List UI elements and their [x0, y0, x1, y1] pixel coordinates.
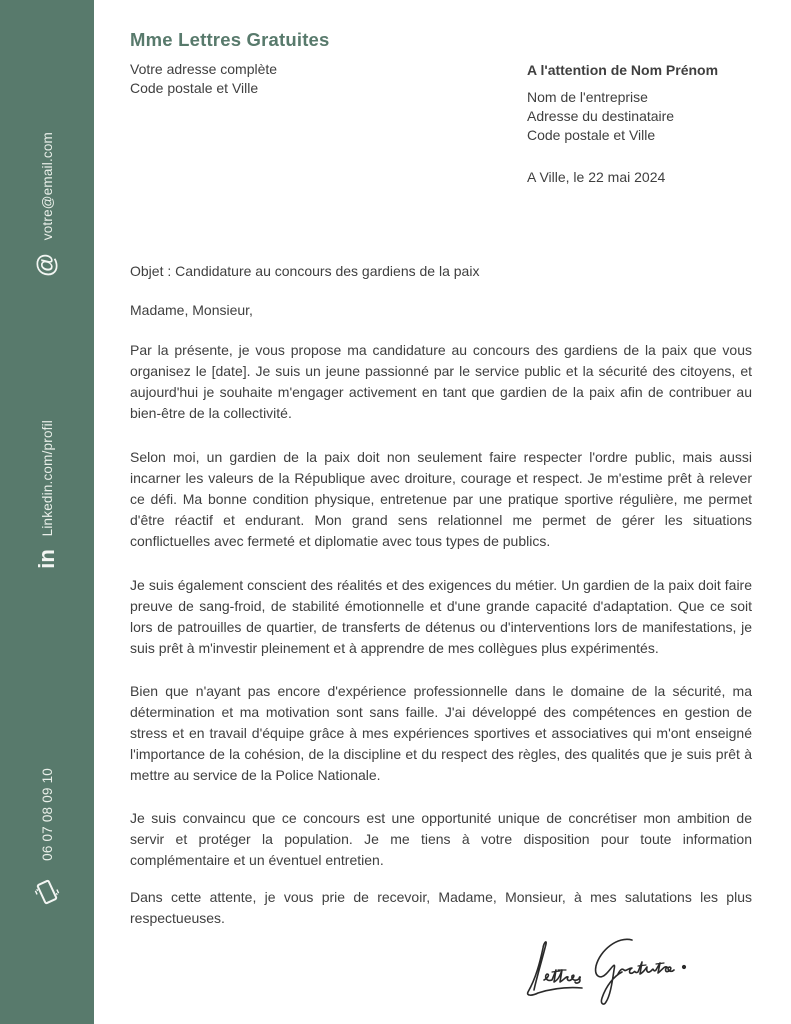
letter-date: A Ville, le 22 mai 2024	[527, 169, 666, 185]
sidebar	[0, 0, 94, 1024]
contact-email	[0, 132, 94, 280]
letter-subject: Objet : Candidature au concours des gardiens de la paix	[130, 263, 480, 279]
paragraph-realities: Je suis également conscient des réalités et des exigences du métier. Un gardien de la paix doit faire preuve de sang-froid, de stabilité émotionnelle et d'une grande capacité d'adaptation. Que ce soit lors de patrouilles de quartier, de transferts de détenus ou d'interventions lors de manifestations, je suis prêt à m'investir pleinement et à apprendre de mes collègues plus expérimentés.	[130, 577, 752, 656]
email-text[interactable]: votre@email.com	[39, 132, 55, 241]
contact-linkedin	[0, 420, 94, 574]
paragraph-conclusion: Je suis convaincu que ce concours est une opportunité unique de concrétiser mon ambition de servir et protéger la population. Je me tiens à votre disposition pour toute information complémentaire et un éventuel entretien.	[130, 810, 752, 868]
linkedin-icon: in	[34, 549, 59, 570]
at-icon: @	[33, 253, 60, 277]
phone-icon	[32, 877, 62, 907]
paragraph-closing: Dans cette attente, je vous prie de recevoir, Madame, Monsieur, à mes salutations les plus respectueuses.	[130, 889, 752, 926]
recipient-city: Code postale et Ville	[527, 127, 656, 143]
sender-address-line2: Code postale et Ville	[130, 80, 259, 96]
signature-handwriting-icon	[514, 930, 714, 1010]
linkedin-text[interactable]: Linkedin.com/profil	[39, 420, 55, 537]
contact-phone	[0, 768, 94, 907]
sender-address	[130, 60, 277, 98]
paragraph-motivation: Bien que n'ayant pas encore d'expérience professionnelle dans le domaine de la sécurité, ma détermination et ma motivation sont sans faille. J'ai développé des compétences en gestion de stress et en travail d'équipe grâce à mes expériences sportives et associatives qui m'ont enseigné l'importance de la cohésion, de la discipline et du respect des règles, des qualités que je suis prêt à mettre au service de la Police Nationale.	[130, 683, 752, 783]
letter-greeting: Madame, Monsieur,	[130, 302, 253, 318]
sender-address-line1: Votre adresse complète	[130, 61, 278, 77]
recipient-company: Nom de l'entreprise	[527, 89, 648, 105]
recipient-address: Adresse du destinataire	[527, 108, 675, 124]
paragraph-values: Selon moi, un gardien de la paix doit non seulement faire respecter l'ordre public, mais aussi incarner les valeurs de la République avec droiture, courage et respect. Je m'estime prêt à relever ce défi. Ma bonne condition physique, entretenue par une pratique sportive régulière, me permet d'être réactif et endurant. Mon grand sens relationnel me permet de gérer les situations conflictuelles avec fermeté et diplomatie avec tous types de publics.	[130, 449, 752, 549]
phone-text[interactable]: 06 07 08 09 10	[39, 768, 55, 861]
paragraph-intro: Par la présente, je vous propose ma candidature au concours des gardiens de la paix que vous organisez le [date]. Je suis un jeune passionné par le service public et la sécurité des citoyens, et aujourd'hui je souhaite m'engager activement en tant que gardien de la paix afin de contribuer au bien-être de la collectivité.	[130, 342, 752, 421]
recipient-attention: A l'attention de Nom Prénom	[527, 62, 719, 78]
recipient-block	[527, 61, 718, 187]
signature	[514, 930, 714, 1010]
sender-name: Mme Lettres Gratuites	[130, 29, 330, 50]
